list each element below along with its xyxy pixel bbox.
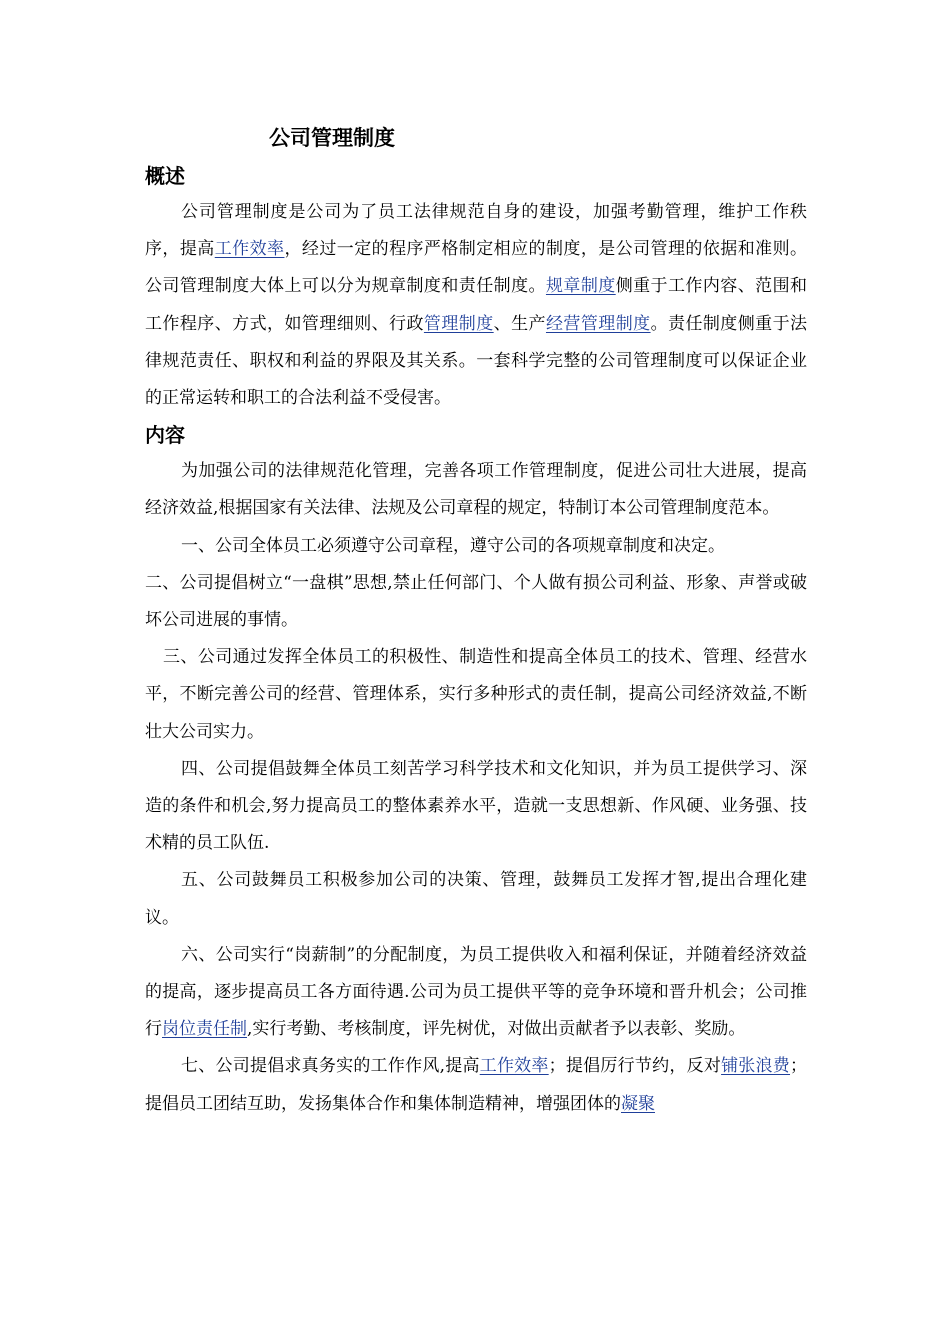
content-item-7 — [145, 1048, 807, 1122]
content-item-1: 一、公司全体员工必须遵守公司章程，遵守公司的各项规章制度和决定。 — [181, 535, 725, 556]
text-run: 七、公司提倡求真务实的工作作风,提高 — [181, 1056, 480, 1077]
content-item-3: 三、公司通过发挥全体员工的积极性、制造性和提高全体员工的技术、管理、经营水平，不断完善公司的经营、管理体系，实行多种形式的责任制，提高公司经济效益,不断壮大公司实力。 — [145, 647, 807, 742]
text-run: ；提倡员工团结互助，发扬集体合作和集体制造精神，增强团体的 — [145, 1056, 808, 1114]
hyperlink[interactable]: 工作效率 — [479, 1056, 549, 1077]
text-run: 六、公司实行“岗薪制”的分配制度，为员工提供收入和福利保证，并随着经济效益的提高，逐步提高员工各方面待遇.公司为员工提供平等的竞争环境和晋升机会；公司推行 — [145, 944, 807, 1040]
text-run: 。责任制度侧重于法律规范责任、职权和利益的界限及其关系。一套科学完整的公司管理制度可以保证企业的正常运转和职工的合法利益不受侵害。 — [145, 313, 808, 409]
content-item-4: 四、公司提倡鼓舞全体员工刻苦学习科学技术和文化知识，并为员工提供学习、深造的条件和机会,努力提高员工的整体素养水平，造就一支思想新、作风硬、业务强、技术精的员工队伍. — [145, 758, 807, 854]
section-heading-overview: 概述 — [145, 164, 185, 188]
document-page — [145, 118, 807, 1123]
section-heading-content: 内容 — [145, 423, 185, 448]
hyperlink[interactable]: 管理制度 — [423, 313, 494, 334]
hyperlink[interactable]: 铺张浪费 — [721, 1056, 791, 1077]
content-item-2: 二、公司提倡树立“一盘棋”思想,禁止任何部门、个人做有损公司利益、形象、声誉或破坏公司进展的事情。 — [145, 572, 807, 631]
content-item-5: 五、公司鼓舞员工积极参加公司的决策、管理，鼓舞员工发挥才智,提出合理化建议。 — [145, 870, 807, 928]
text-run: 公司管理制度是公司为了员工法律规范自身的建设，加强考勤管理，维护工作秩序，提高 — [145, 202, 807, 260]
hyperlink[interactable]: 经营管理制度 — [545, 313, 651, 334]
document-title: 公司管理制度 — [269, 126, 395, 150]
text-run: ；提倡厉行节约，反对 — [548, 1056, 722, 1077]
text-run: 、生产 — [493, 313, 546, 334]
content-intro-paragraph: 为加强公司的法律规范化管理，完善各项工作管理制度，促进公司壮大进展，提高经济效益,根据国家有关法律、法规及公司章程的规定，特制订本公司管理制度范本。 — [145, 461, 807, 519]
hyperlink[interactable]: 规章制度 — [545, 276, 616, 297]
hyperlink[interactable]: 工作效率 — [214, 239, 285, 260]
text-run: 侧重于工作内容、范围和工作程序、方式，如管理细则、行政 — [145, 276, 808, 334]
content-item-6 — [145, 937, 807, 1049]
text-run: ,实行考勤、考核制度，评先树优，对做出贡献者予以表彰、奖励。 — [247, 1019, 746, 1040]
hyperlink[interactable]: 凝聚 — [621, 1093, 655, 1114]
text-run: ，经过一定的程序严格制定相应的制度，是公司管理的依据和准则。公司管理制度大体上可以分为规章制度和责任制度。 — [145, 239, 808, 297]
overview-paragraph — [145, 194, 807, 417]
hyperlink[interactable]: 岗位责任制 — [162, 1019, 247, 1040]
